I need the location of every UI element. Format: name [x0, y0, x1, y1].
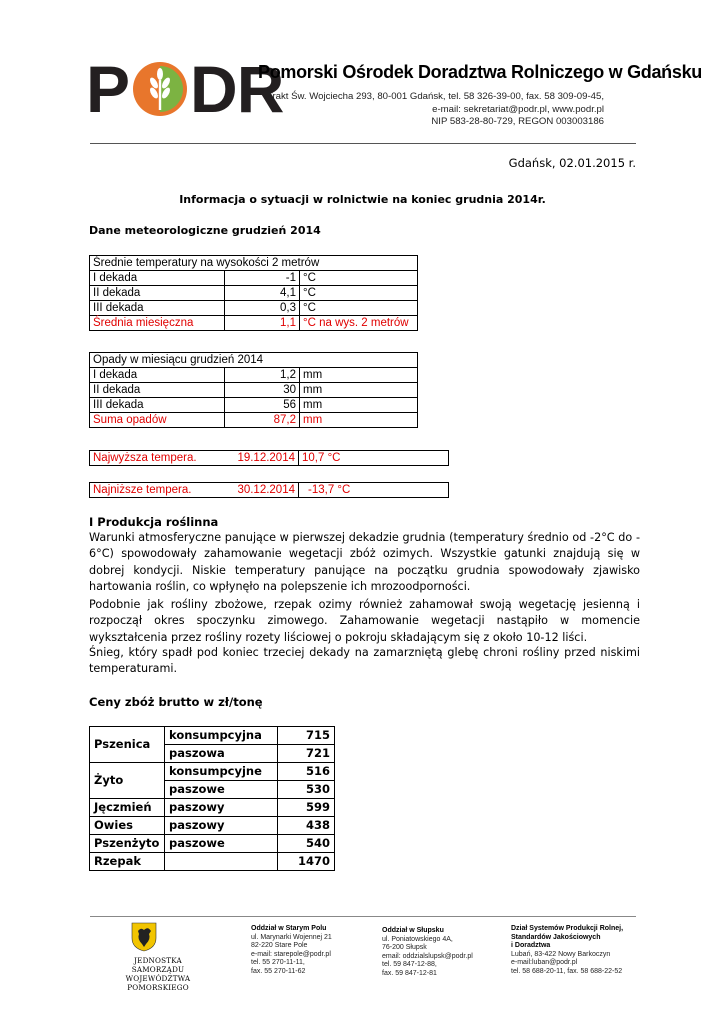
grain-type: [165, 853, 278, 871]
gov-line-1: JEDNOSTKA SAMORZĄDU: [131, 956, 185, 974]
branch-line: ul. Poniatowskiego 4A,: [382, 935, 453, 943]
production-paragraph-3: Śnieg, który spadł pod koniec trzeciej dekady na zamarzniętą glebę chroni rośliny przed niskimi temperaturami.: [89, 646, 640, 676]
branch-title: Oddział w Starym Polu: [251, 925, 327, 932]
table-row: [90, 483, 449, 498]
grain-name: Pszenżyto: [90, 835, 165, 853]
row-label: II dekada: [90, 286, 225, 301]
row-unit: °C: [300, 271, 418, 286]
organization-name: Pomorski Ośrodek Doradztwa Rolniczego w Gdańsku: [258, 62, 702, 82]
summary-row: [90, 316, 418, 331]
table-row: [90, 835, 335, 853]
grain-type: konsumpcyjne: [165, 763, 278, 781]
row-unit: mm: [300, 383, 418, 398]
grain-price: 516: [278, 763, 335, 781]
row-label: III dekada: [90, 398, 225, 413]
table-header-row: [90, 256, 418, 271]
row-value: 0,3: [225, 301, 300, 316]
org-email-line: e-mail: sekretariat@podr.pl, www.podr.pl: [432, 104, 604, 115]
table-row: [90, 301, 418, 316]
summary-value: 87,2: [225, 413, 300, 428]
footer-divider: [90, 916, 636, 917]
branch-line: email: oddzialslupsk@podr.pl: [382, 952, 473, 960]
table-row: [90, 368, 418, 383]
branch-luban: [511, 925, 623, 976]
grain-price: 530: [278, 781, 335, 799]
grain-type: konsumpcyjna: [165, 727, 278, 745]
branch-line: 76-200 Słupsk: [382, 944, 427, 951]
branch-line: ul. Marynarki Wojennej 21: [251, 933, 332, 941]
table-row: [90, 799, 335, 817]
branch-line: tel. 58 688-20-11, fax. 58 688-22-52: [511, 967, 623, 975]
summary-label: Średnia miesięczna: [90, 316, 225, 331]
precipitation-table: [89, 352, 418, 428]
grain-type: paszowe: [165, 781, 278, 799]
max-date: 19.12.2014: [224, 451, 299, 466]
grain-name: Pszenica: [90, 727, 165, 763]
branch-line: tel. 55 270-11-11,: [251, 959, 305, 966]
branch-slupsk: [382, 927, 473, 978]
row-value: 4,1: [225, 286, 300, 301]
min-temperature-table: [89, 482, 449, 498]
table-row: [90, 286, 418, 301]
grain-name: Rzepak: [90, 853, 165, 871]
table-header: Średnie temperatury na wysokości 2 metrów: [90, 256, 418, 271]
grain-price: 715: [278, 727, 335, 745]
coat-of-arms-icon: [131, 922, 157, 952]
table-header-row: [90, 353, 418, 368]
branch-line: Lubań, 83-422 Nowy Barkoczyn: [511, 950, 611, 958]
row-value: 1,2: [225, 368, 300, 383]
table-row: [90, 451, 449, 466]
table-row: [90, 383, 418, 398]
row-unit: mm: [300, 368, 418, 383]
row-value: 56: [225, 398, 300, 413]
wheat-circle-icon: [131, 60, 189, 118]
row-label: I dekada: [90, 368, 225, 383]
min-value: -13,7 °C: [299, 483, 449, 498]
row-unit: mm: [300, 398, 418, 413]
branch-title: Oddział w Słupsku: [382, 927, 444, 934]
table-row: [90, 271, 418, 286]
grain-name: Jęczmień: [90, 799, 165, 817]
summary-value: 1,1: [225, 316, 300, 331]
summary-unit: °C na wys. 2 metrów: [300, 316, 418, 331]
org-address-line: Trakt Św. Wojciecha 293, 80-001 Gdańsk, tel. 58 326-39-00, fax. 58 309-09-45,: [266, 91, 604, 102]
row-unit: °C: [300, 301, 418, 316]
logo-letter-r: R: [236, 52, 284, 126]
org-nip-line: NIP 583-28-80-729, REGON 003003186: [431, 116, 604, 127]
table-row: [90, 817, 335, 835]
row-unit: °C: [300, 286, 418, 301]
header-divider: [90, 143, 636, 144]
production-paragraph-1: Warunki atmosferyczne panujące w pierwszej dekadzie grudnia (temperatury średnio od -2°C do - 6°C) spowodowały zahamowanie wegetacji zbóż ozimych. Wszystkie gatunki znajdują się w dobrej kondycji. Niskie temperatury panujące na początku grudnia spowodowały zjawisko hartowania roślin, co wpłynęło na polepszenie ich mrozoodporności.: [89, 531, 640, 594]
meteo-heading: Dane meteorologiczne grudzień 2014: [89, 224, 321, 237]
prices-heading: Ceny zbóż brutto w zł/tonę: [89, 695, 263, 709]
logo-letter-p: P: [86, 52, 130, 126]
branch-line: tel. 59 847-12-88,: [382, 961, 437, 968]
table-row: [90, 763, 335, 781]
grain-name: Owies: [90, 817, 165, 835]
production-paragraph-2: Podobnie jak rośliny zbożowe, rzepak ozimy również zahamował swoją wegetację jesienną i rozpoczął okres spoczynku zimowego. Zahamowanie wegetacji nastąpiło w momencie wykształcenia przez rośliny rozety liściowej o pokroju składającym się z około 10-12 liści.: [89, 598, 640, 644]
grain-price: 1470: [278, 853, 335, 871]
grain-type: paszowy: [165, 817, 278, 835]
summary-row: [90, 413, 418, 428]
grain-type: paszowa: [165, 745, 278, 763]
branch-line: fax. 55 270-11-62: [251, 967, 306, 975]
max-label: Najwyższa tempera.: [90, 451, 225, 466]
branch-line: 82-220 Stare Pole: [251, 942, 308, 949]
podr-logo: [86, 52, 284, 126]
temperature-table: [89, 255, 418, 331]
table-row: [90, 853, 335, 871]
regional-government-label: [110, 956, 206, 992]
branch-line: e-mail: starepole@podr.pl: [251, 950, 331, 958]
row-label: III dekada: [90, 301, 225, 316]
max-temperature-table: [89, 450, 449, 466]
summary-label: Suma opadów: [90, 413, 225, 428]
grain-price: 721: [278, 745, 335, 763]
summary-unit: mm: [300, 413, 418, 428]
branch-title-line-2: Standardów Jakościowych: [511, 933, 601, 941]
grain-type: paszowe: [165, 835, 278, 853]
branch-title: Dział Systemów Produkcji Rolnej,: [511, 925, 624, 932]
branch-stare-pole: [251, 925, 332, 976]
document-date: Gdańsk, 02.01.2015 r.: [508, 156, 636, 170]
row-label: II dekada: [90, 383, 225, 398]
row-label: I dekada: [90, 271, 225, 286]
branch-line: fax. 59 847-12-81: [382, 969, 437, 977]
grain-price: 438: [278, 817, 335, 835]
min-label: Najniższe tempera.: [90, 483, 225, 498]
document-title: Informacja o sytuacji w rolnictwie na koniec grudnia 2014r.: [179, 193, 546, 206]
table-header: Opady w miesiącu grudzień 2014: [90, 353, 418, 368]
row-value: -1: [225, 271, 300, 286]
logo-letter-d: D: [190, 52, 237, 126]
production-heading: I Produkcja roślinna: [89, 515, 219, 529]
grain-name: Żyto: [90, 763, 165, 799]
grain-type: paszowy: [165, 799, 278, 817]
max-value: 10,7 °C: [299, 451, 449, 466]
grain-price: 540: [278, 835, 335, 853]
table-row: [90, 727, 335, 745]
grain-price: 599: [278, 799, 335, 817]
table-row: [90, 398, 418, 413]
branch-title-line-3: i Doradztwa: [511, 942, 551, 949]
row-value: 30: [225, 383, 300, 398]
gov-line-2: WOJEWÓDZTWA POMORSKIEGO: [125, 974, 191, 992]
grain-prices-table: [89, 726, 335, 871]
branch-line: e-mail:luban@podr.pl: [511, 959, 578, 966]
min-date: 30.12.2014: [224, 483, 299, 498]
